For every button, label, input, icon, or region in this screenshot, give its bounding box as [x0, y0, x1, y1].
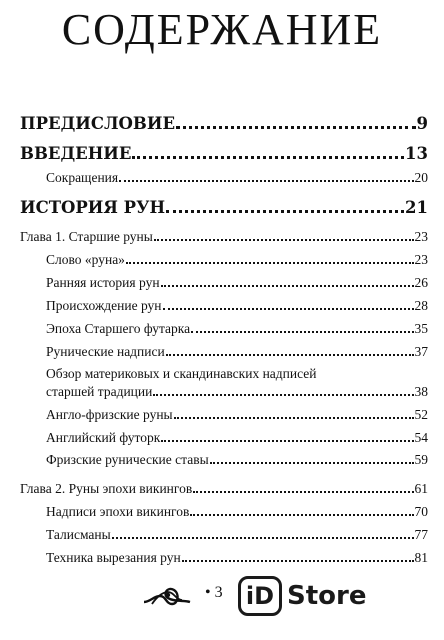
toc-entry-title: ИСТОРИЯ РУН	[20, 198, 166, 217]
toc-entry-runic-inscriptions	[46, 344, 428, 360]
dot-leader	[190, 513, 413, 516]
toc-entry-title: Талисманы	[46, 527, 111, 542]
toc-entry-page: 38	[414, 384, 428, 399]
toc-entry-page: 54	[414, 430, 428, 445]
toc-entry-page: 21	[405, 198, 428, 217]
toc-entry-elder-futhark-era	[46, 321, 428, 337]
toc-entry-page: 35	[414, 321, 428, 336]
toc-entry-anglo-frisian	[46, 407, 428, 423]
dot-leader	[210, 461, 414, 464]
toc-entry-title: Обзор материковых и скандинавских надписей	[46, 366, 317, 381]
dot-leader	[154, 238, 414, 241]
toc-entry-title: Ранняя история рун	[46, 275, 160, 290]
dot-leader	[126, 261, 414, 264]
toc-entry-title: Фризские рунические ставы	[46, 452, 209, 467]
dot-leader	[182, 559, 414, 562]
toc-entry-page: 26	[414, 275, 428, 290]
dot-leader	[166, 209, 404, 213]
toc-entry-viking-inscriptions	[46, 504, 428, 520]
toc-entry-title: Англо-фризские руны	[46, 407, 173, 422]
dot-leader	[161, 439, 413, 442]
toc-entry-carving-technique	[46, 550, 428, 566]
toc-entry-page: 81	[414, 550, 428, 565]
toc-entry-chapter-2	[20, 481, 428, 497]
toc-entry-word-rune	[46, 252, 428, 268]
toc-entry-page: 77	[414, 527, 428, 542]
toc-entry-title: ВВЕДЕНИЕ	[20, 144, 132, 163]
toc-entry-abbreviations	[46, 170, 428, 186]
toc-entry-origin	[46, 298, 428, 314]
store-logo	[238, 574, 378, 618]
toc-entry-page: 28	[414, 298, 428, 313]
toc-entry-title: Надписи эпохи викингов	[46, 504, 190, 519]
toc-entry-talismans	[46, 527, 428, 543]
toc-entry-overview-line1	[46, 366, 428, 382]
toc-entry-title: Слово «руна»	[46, 252, 125, 267]
toc-entry-page: 61	[414, 481, 428, 496]
toc-entry-overview	[46, 384, 428, 400]
page-footer	[0, 572, 444, 622]
toc-entry-title: ПРЕДИСЛОВИЕ	[20, 114, 176, 133]
toc-entry-title: Глава 1. Старшие руны	[20, 229, 153, 244]
toc-entry-early-history	[46, 275, 428, 291]
dot-leader	[132, 155, 404, 159]
dot-leader	[176, 125, 415, 129]
toc-entry-page: 9	[416, 114, 428, 133]
page-title: СОДЕРЖАНИЕ	[61, 5, 383, 54]
toc-entry-title: Происхождение рун	[46, 298, 162, 313]
toc-entry-page: 37	[414, 344, 428, 359]
dot-leader	[193, 490, 413, 493]
dot-leader	[153, 393, 413, 396]
toc-entry-page: 70	[414, 504, 428, 519]
toc-entry-title: Техника вырезания рун	[46, 550, 181, 565]
dot-leader	[161, 284, 414, 287]
page-number: • 3	[205, 584, 223, 601]
logo-badge: iD	[238, 576, 282, 616]
logo-text: Store	[287, 581, 367, 611]
toc-entry-title: Эпоха Старшего футарка	[46, 321, 191, 336]
toc-entry-title: Сокращения	[46, 170, 119, 185]
toc-entry-title: Английский футорк	[46, 430, 161, 445]
toc-entry-page: 23	[414, 229, 428, 244]
dot-leader	[112, 536, 414, 539]
toc-entry-english-futhorc	[46, 430, 428, 446]
dot-leader	[119, 179, 413, 182]
toc-entry-preface	[20, 114, 428, 133]
dot-leader	[191, 330, 413, 333]
knot-ornament-icon	[140, 580, 196, 614]
toc-entry-frisian-staves	[46, 452, 428, 468]
dot-leader	[163, 307, 414, 310]
toc-entry-title: Рунические надписи	[46, 344, 165, 359]
toc-entry-page: 20	[414, 170, 428, 185]
dot-leader	[174, 416, 414, 419]
toc-entry-page: 59	[414, 452, 428, 467]
toc-entry-page: 23	[414, 252, 428, 267]
dot-leader	[166, 353, 414, 356]
toc-entry-page: 52	[414, 407, 428, 422]
toc-entry-title: Глава 2. Руны эпохи викингов	[20, 481, 193, 496]
toc-entry-page: 13	[405, 144, 428, 163]
toc-entry-title: старшей традиции	[46, 384, 153, 399]
toc-entry-introduction	[20, 144, 428, 163]
toc-entry-chapter-1	[20, 229, 428, 245]
toc-entry-history-of-runes	[20, 198, 428, 217]
